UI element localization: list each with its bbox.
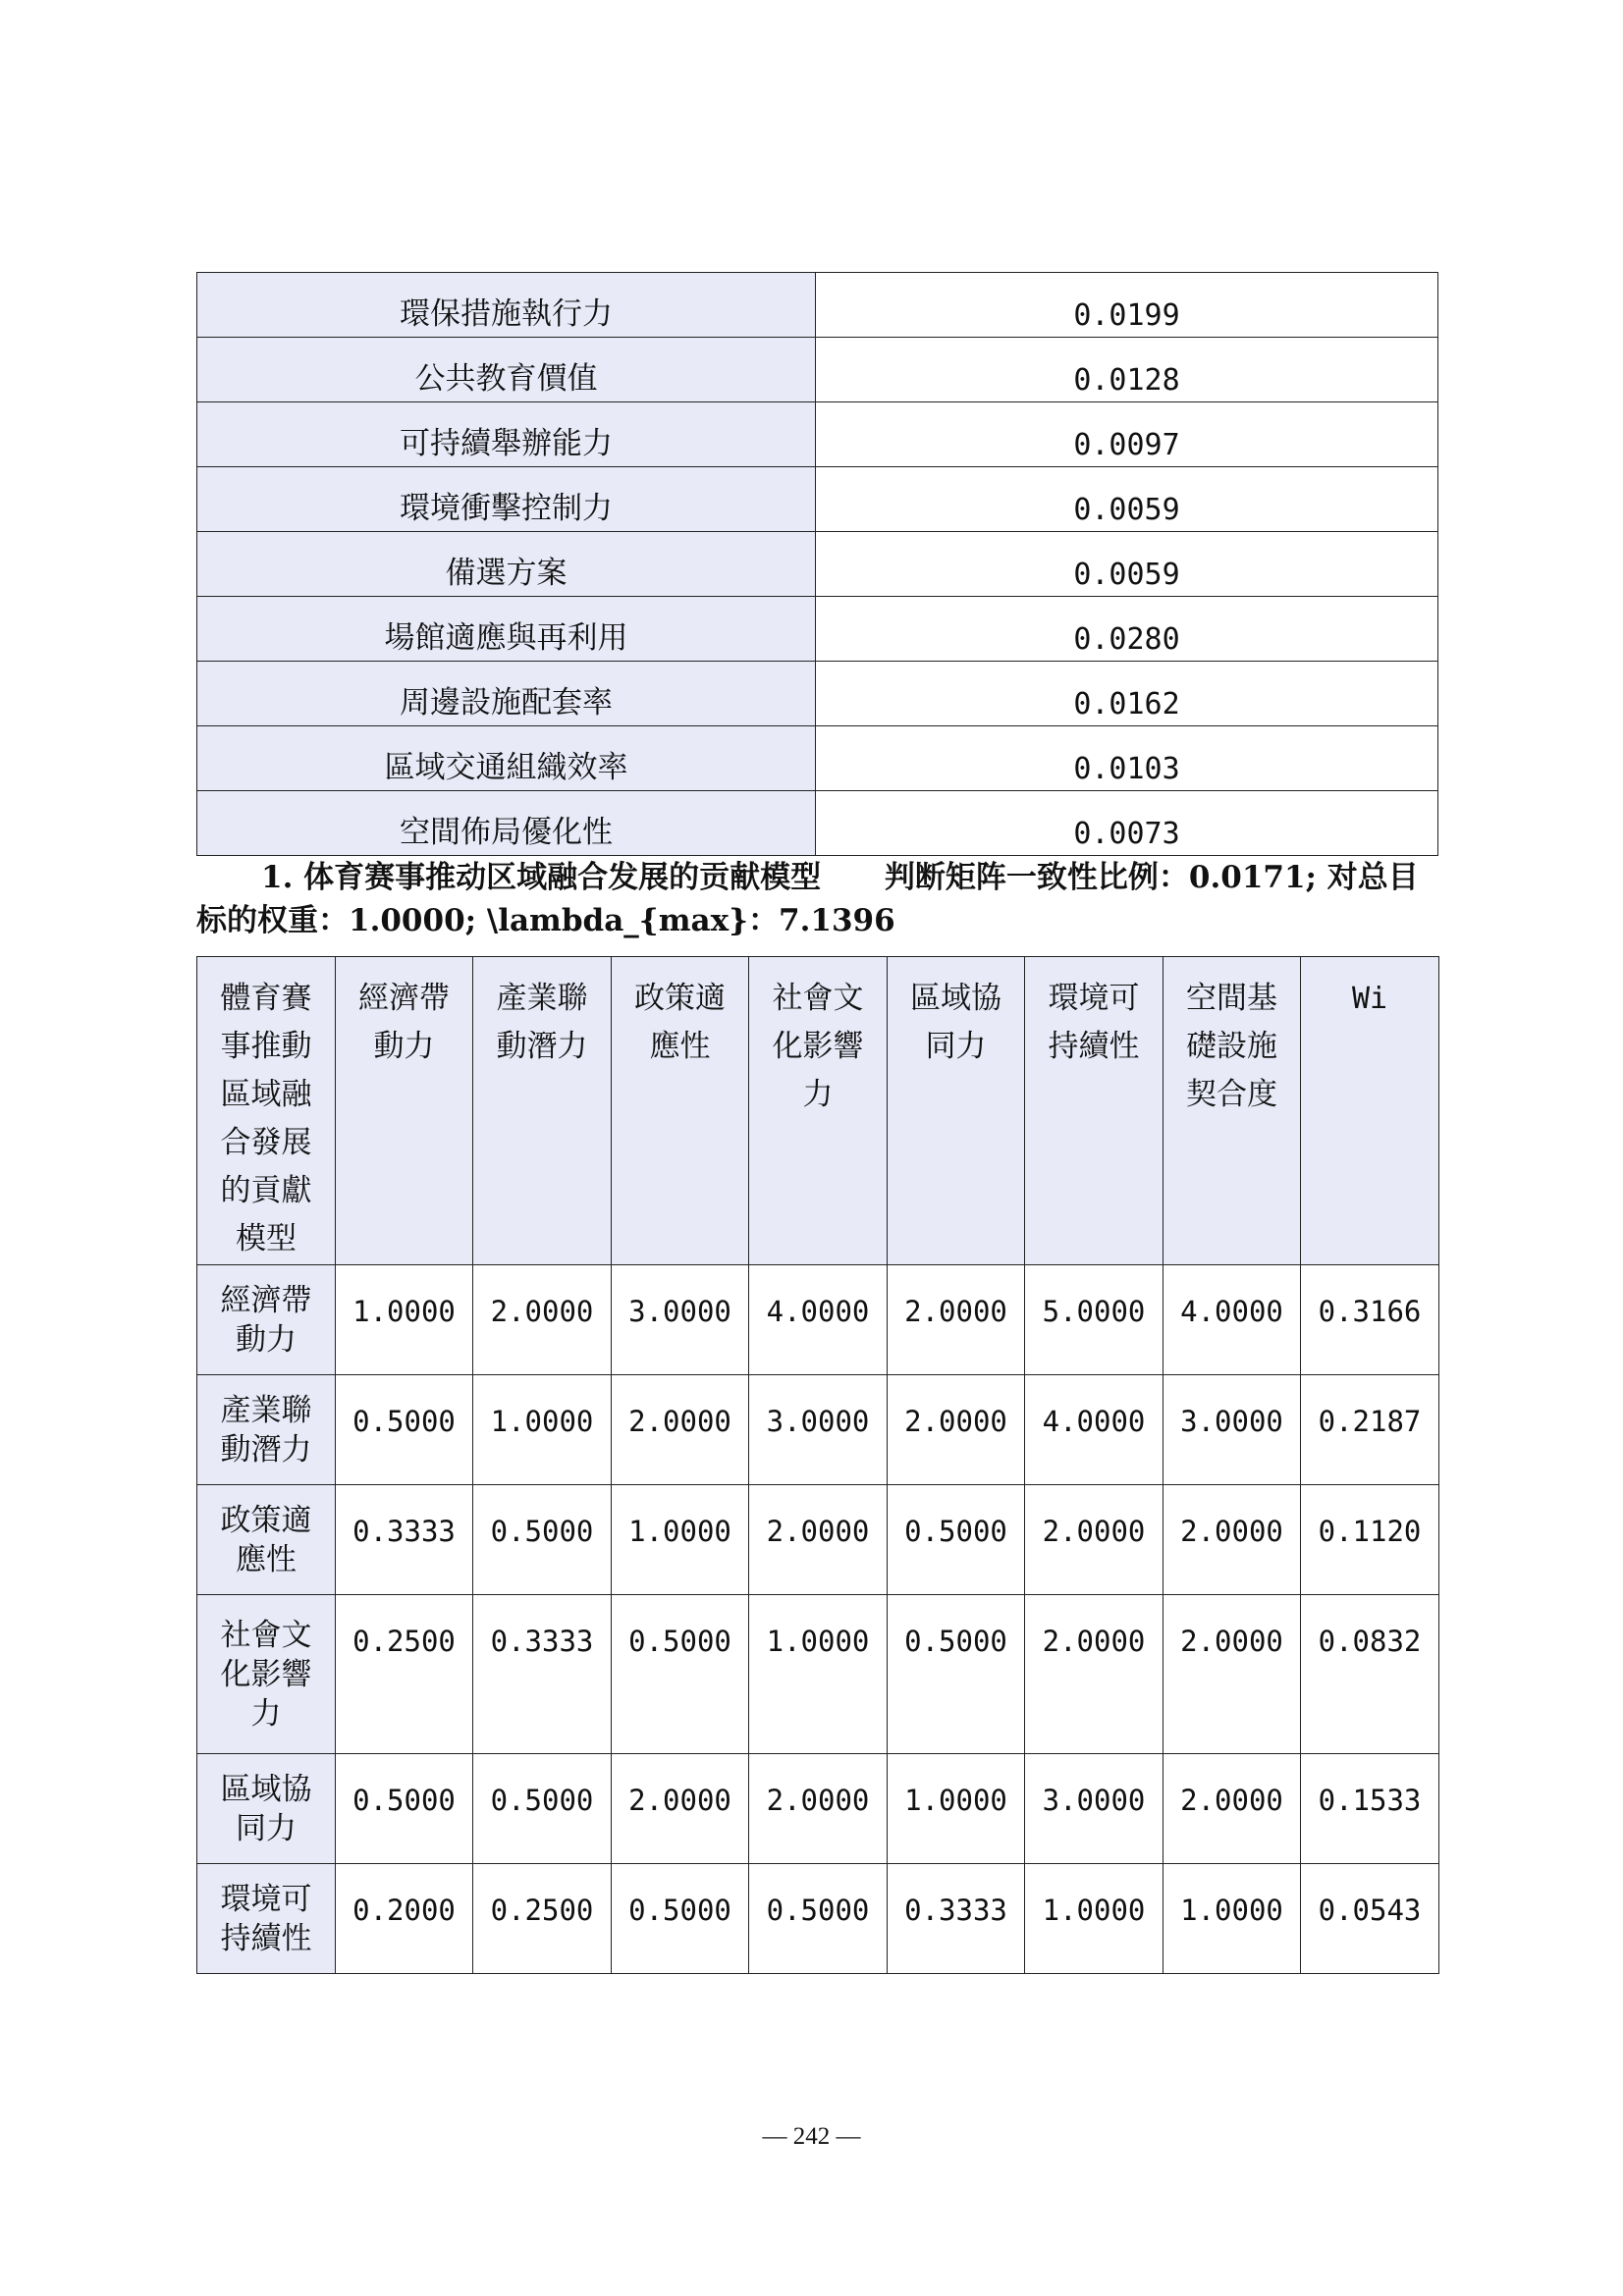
matrix-cell: 2.0000 (1025, 1485, 1163, 1595)
matrix-cell: 2.0000 (612, 1754, 749, 1864)
criterion-label: 環保措施執行力 (197, 273, 816, 338)
matrix-cell: 2.0000 (1163, 1595, 1301, 1754)
column-header: 社會文化影響力 (749, 957, 888, 1265)
table-row (197, 338, 1438, 402)
matrix-cell: 0.5000 (888, 1595, 1025, 1754)
column-header: 環境可持續性 (1025, 957, 1163, 1265)
criterion-label: 周邊設施配套率 (197, 662, 816, 726)
criterion-weight: 0.0059 (816, 532, 1438, 597)
table-row (197, 1485, 1439, 1595)
judgment-matrix-table (196, 956, 1439, 1974)
matrix-cell: 0.5000 (612, 1595, 749, 1754)
matrix-cell: 1.0000 (336, 1265, 473, 1375)
matrix-cell: 1.0000 (1025, 1864, 1163, 1974)
matrix-cell: 0.5000 (336, 1754, 473, 1864)
row-header: 經濟帶動力 (197, 1265, 336, 1375)
criterion-label: 備選方案 (197, 532, 816, 597)
table-row (197, 726, 1438, 791)
matrix-cell: 1.0000 (749, 1595, 888, 1754)
criterion-weight: 0.0162 (816, 662, 1438, 726)
matrix-cell: 0.5000 (888, 1485, 1025, 1595)
matrix-cell: 2.0000 (888, 1375, 1025, 1485)
table-row (197, 1754, 1439, 1864)
matrix-cell: 0.3333 (336, 1485, 473, 1595)
weight-cell: 0.0543 (1301, 1864, 1439, 1974)
weight-cell: 0.2187 (1301, 1375, 1439, 1485)
table-row (197, 1864, 1439, 1974)
page-number: — 242 — (762, 2123, 861, 2150)
matrix-cell: 3.0000 (749, 1375, 888, 1485)
row-header: 環境可持續性 (197, 1864, 336, 1974)
row-header: 產業聯動潛力 (197, 1375, 336, 1485)
criterion-weight: 0.0103 (816, 726, 1438, 791)
matrix-cell: 2.0000 (1163, 1754, 1301, 1864)
row-header: 區域協同力 (197, 1754, 336, 1864)
matrix-cell: 0.5000 (336, 1375, 473, 1485)
matrix-cell: 0.2500 (336, 1595, 473, 1754)
weight-cell: 0.3166 (1301, 1265, 1439, 1375)
criterion-label: 區域交通組織效率 (197, 726, 816, 791)
criterion-weight: 0.0128 (816, 338, 1438, 402)
weight-cell: 0.1120 (1301, 1485, 1439, 1595)
column-header: 產業聯動潛力 (473, 957, 612, 1265)
table-row (197, 662, 1438, 726)
matrix-cell: 1.0000 (612, 1485, 749, 1595)
column-header-wi: Wi (1301, 957, 1439, 1265)
criterion-weight: 0.0059 (816, 467, 1438, 532)
criterion-weight: 0.0073 (816, 791, 1438, 856)
weight-cell: 0.0832 (1301, 1595, 1439, 1754)
criterion-weight: 0.0097 (816, 402, 1438, 467)
matrix-cell: 0.3333 (473, 1595, 612, 1754)
table-row (197, 1375, 1439, 1485)
matrix-cell: 0.2000 (336, 1864, 473, 1974)
matrix-cell: 3.0000 (1025, 1754, 1163, 1864)
matrix-cell: 2.0000 (749, 1754, 888, 1864)
row-header: 政策適應性 (197, 1485, 336, 1595)
matrix-corner-header: 體育賽事推動區域融合發展的貢獻模型 (197, 957, 336, 1265)
matrix-cell: 0.2500 (473, 1864, 612, 1974)
matrix-cell: 0.3333 (888, 1864, 1025, 1974)
matrix-cell: 0.5000 (473, 1485, 612, 1595)
matrix-cell: 2.0000 (473, 1265, 612, 1375)
matrix-cell: 0.5000 (749, 1864, 888, 1974)
criterion-label: 可持續舉辦能力 (197, 402, 816, 467)
matrix-cell: 3.0000 (1163, 1375, 1301, 1485)
matrix-cell: 1.0000 (888, 1754, 1025, 1864)
matrix-cell: 5.0000 (1025, 1265, 1163, 1375)
column-header: 經濟帶動力 (336, 957, 473, 1265)
criterion-label: 空間佈局優化性 (197, 791, 816, 856)
section-heading (196, 856, 1443, 942)
table-row (197, 1595, 1439, 1754)
matrix-cell: 0.5000 (473, 1754, 612, 1864)
table-row (197, 597, 1438, 662)
criterion-weight: 0.0280 (816, 597, 1438, 662)
row-header: 社會文化影響力 (197, 1595, 336, 1754)
criterion-label: 環境衝擊控制力 (197, 467, 816, 532)
matrix-cell: 4.0000 (1025, 1375, 1163, 1485)
consistency-info: 判断矩阵一致性比例：0.0171; 对总目标的权重：1.0000; \lambda_{max}：7.1396 (196, 860, 1419, 938)
table-row (197, 532, 1438, 597)
table-row (197, 791, 1438, 856)
matrix-cell: 2.0000 (612, 1375, 749, 1485)
matrix-cell: 2.0000 (888, 1265, 1025, 1375)
matrix-body (197, 957, 1439, 1974)
table-row (197, 1265, 1439, 1375)
weight-cell: 0.1533 (1301, 1754, 1439, 1864)
column-header: 區域協同力 (888, 957, 1025, 1265)
table-row (197, 273, 1438, 338)
matrix-cell: 2.0000 (1163, 1485, 1301, 1595)
matrix-cell: 4.0000 (749, 1265, 888, 1375)
criterion-label: 場館適應與再利用 (197, 597, 816, 662)
criterion-weight: 0.0199 (816, 273, 1438, 338)
matrix-cell: 1.0000 (1163, 1864, 1301, 1974)
weights-table-body (197, 273, 1438, 856)
table-row (197, 467, 1438, 532)
weights-table (196, 272, 1438, 856)
matrix-cell: 3.0000 (612, 1265, 749, 1375)
criterion-label: 公共教育價值 (197, 338, 816, 402)
matrix-cell: 4.0000 (1163, 1265, 1301, 1375)
matrix-cell: 1.0000 (473, 1375, 612, 1485)
matrix-header-row (197, 957, 1439, 1265)
table-row (197, 402, 1438, 467)
column-header: 政策適應性 (612, 957, 749, 1265)
matrix-cell: 0.5000 (612, 1864, 749, 1974)
matrix-cell: 2.0000 (749, 1485, 888, 1595)
section-title: 1. 体育赛事推动区域融合发展的贡献模型 (261, 860, 822, 895)
matrix-cell: 2.0000 (1025, 1595, 1163, 1754)
column-header: 空間基礎設施契合度 (1163, 957, 1301, 1265)
